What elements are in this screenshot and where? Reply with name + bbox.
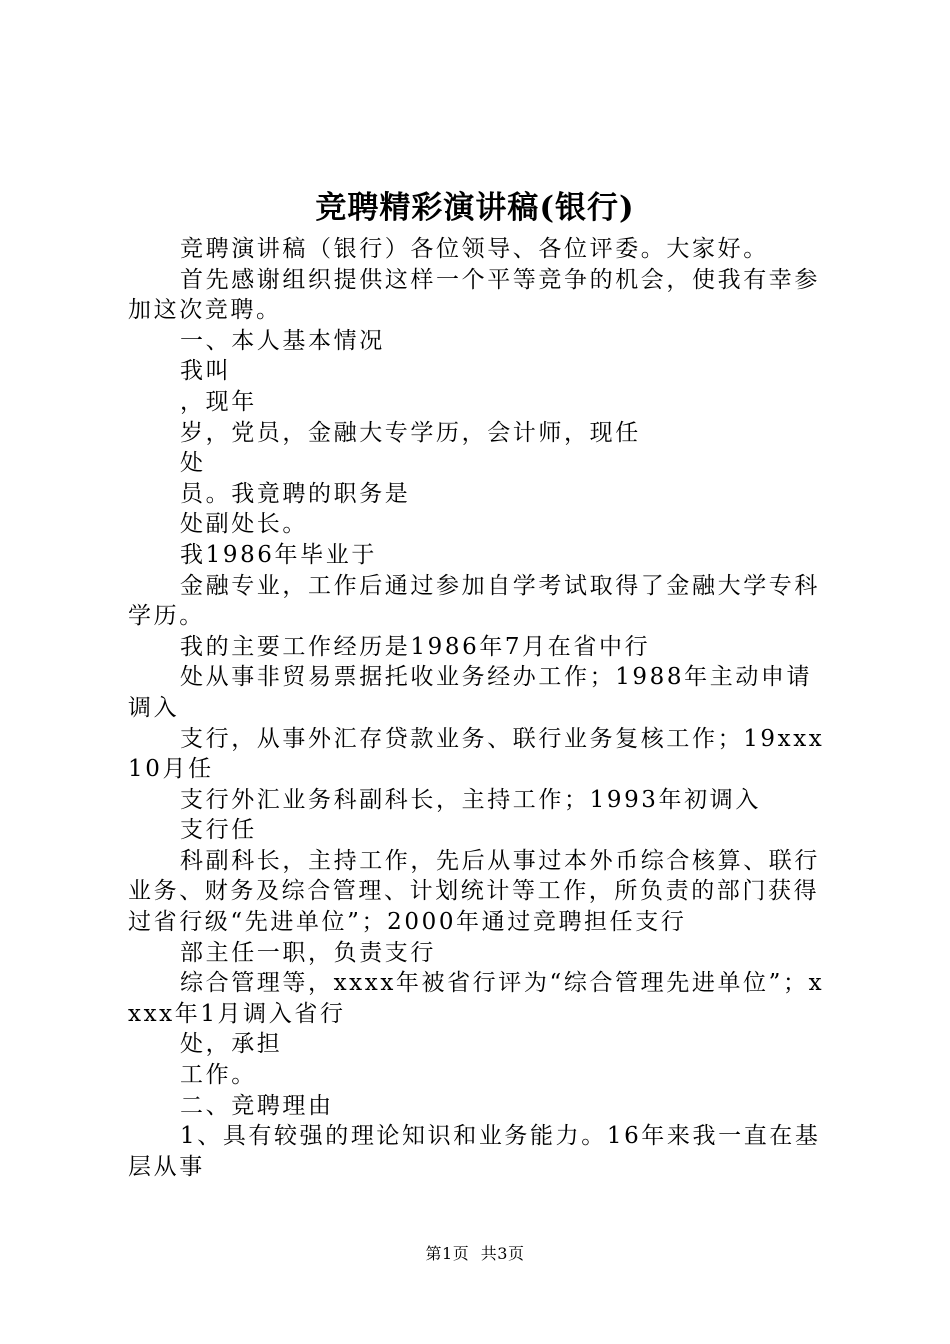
paragraph: 科副科长，主持工作，先后从事过本外币综合核算、联行业务、财务及综合管理、计划统计等工作，所负责的部门获得过省行级“先进单位”；2000年通过竞聘担任支行 [128,847,820,936]
paragraph: 支行任 [180,817,257,844]
paragraph: 处，承担 [180,1031,283,1058]
document-body [128,234,834,1182]
paragraph: 工作。 [180,1062,257,1089]
section-heading: 二、竞聘理由 [180,1092,334,1119]
paragraph: 竞聘演讲稿（银行）各位领导、各位评委。大家好。 [180,236,769,262]
paragraph: 首先感谢组织提供这样一个平等竞争的机会，使我有幸参加这次竞聘。 [128,266,820,324]
paragraph: 金融专业，工作后通过参加自学考试取得了金融大学专科学历。 [128,572,820,630]
paragraph: 处 [180,450,206,477]
paragraph: 处副处长。 [180,511,308,538]
paragraph: 我1986年毕业于 [180,541,377,568]
page-total: 共3页 [480,1244,525,1263]
paragraph: 我的主要工作经历是1986年7月在省中行 [180,633,651,660]
document-title: 竞聘精彩演讲稿(银行) [315,190,635,226]
paragraph: ，现年 [180,388,257,415]
paragraph: 岁，党员，金融大专学历，会计师，现任 [180,419,641,446]
paragraph: 综合管理等，xxxx年被省行评为“综合管理先进单位”；xxxx年1月调入省行 [128,970,825,1027]
page-footer [0,1243,950,1265]
paragraph: 部主任一职，负责支行 [180,939,436,966]
paragraph: 员。我竟聘的职务是 [180,480,411,507]
paragraph: 我叫 [180,358,232,385]
paragraph: 处从事非贸易票据托收业务经办工作；1988年主动申请调入 [128,664,813,721]
paragraph: 1、具有较强的理论知识和业务能力。16年来我一直在基层从事 [128,1123,821,1180]
paragraph: 支行，从事外汇存贷款业务、联行业务复核工作；19xxx10月任 [128,725,825,783]
page-number: 第1页 [425,1244,470,1263]
paragraph: 支行外汇业务科副科长，主持工作；1993年初调入 [180,786,761,813]
section-heading: 一、本人基本情况 [180,327,385,354]
